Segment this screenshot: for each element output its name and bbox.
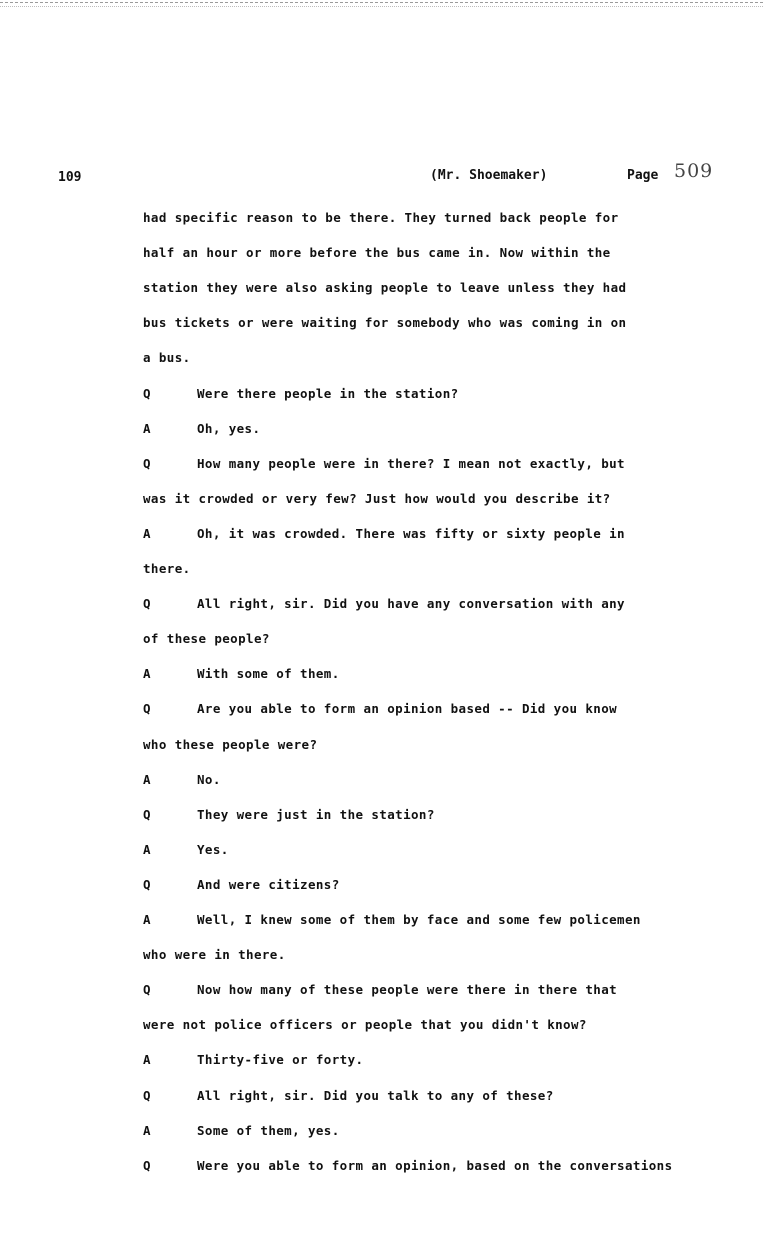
transcript-line: [0, 350, 763, 368]
speaker-label: A: [143, 420, 151, 436]
line-text: Yes.: [197, 841, 229, 857]
page-label: Page: [627, 168, 659, 183]
transcript-line: [0, 877, 763, 895]
line-text: station they were also asking people to leave unless they had: [143, 280, 627, 296]
line-text: a bus.: [143, 350, 191, 366]
transcript-line: [0, 596, 763, 614]
line-text: They were just in the station?: [197, 806, 435, 822]
transcript-line: [0, 1017, 763, 1035]
speaker-label: Q: [143, 806, 151, 822]
line-text: Oh, yes.: [197, 420, 261, 436]
line-text: Now how many of these people were there in there that: [197, 982, 618, 998]
transcript-line: [0, 1123, 763, 1141]
top-border: [0, 2, 763, 7]
line-text: All right, sir. Did you have any conversation with any: [197, 596, 625, 612]
line-text: bus tickets or were waiting for somebody who was coming in on: [143, 315, 627, 331]
transcript-line: [0, 842, 763, 860]
line-text: of these people?: [143, 631, 270, 647]
speaker-label: A: [143, 1052, 151, 1068]
transcript-line: [0, 912, 763, 930]
page-number: 109: [58, 170, 82, 185]
speaker-label: Q: [143, 385, 151, 401]
line-text: was it crowded or very few? Just how would you describe it?: [143, 490, 611, 506]
line-text: who were in there.: [143, 947, 286, 963]
line-text: Were you able to form an opinion, based on the conversations: [197, 1157, 673, 1173]
line-text: No.: [197, 771, 221, 787]
transcript-line: [0, 666, 763, 684]
transcript-line: [0, 421, 763, 439]
transcript-line: [0, 807, 763, 825]
speaker-label: Q: [143, 876, 151, 892]
line-text: How many people were in there? I mean not exactly, but: [197, 455, 625, 471]
speaker-label: Q: [143, 1087, 151, 1103]
transcript-line: [0, 526, 763, 544]
transcript-line: [0, 772, 763, 790]
line-text: All right, sir. Did you talk to any of these?: [197, 1087, 554, 1103]
speaker-label: Q: [143, 982, 151, 998]
page-stamp: 509: [674, 160, 714, 182]
speaker-label: A: [143, 666, 151, 682]
line-text: Were there people in the station?: [197, 385, 459, 401]
transcript-line: [0, 315, 763, 333]
line-text: who these people were?: [143, 736, 318, 752]
transcript-line: [0, 631, 763, 649]
transcript-line: [0, 386, 763, 404]
line-text: Are you able to form an opinion based -- Did you know: [197, 701, 618, 717]
line-text: had specific reason to be there. They turned back people for: [143, 210, 619, 225]
transcript-line: [0, 456, 763, 474]
transcript-line: [0, 701, 763, 719]
speaker-label: A: [143, 841, 151, 857]
line-text: there.: [143, 561, 191, 576]
line-text: Some of them, yes.: [197, 1122, 340, 1138]
transcript-line: [0, 245, 763, 263]
transcript-line: [0, 491, 763, 509]
transcript-line: [0, 982, 763, 1000]
transcript-line: [0, 1088, 763, 1106]
transcript-line: [0, 210, 763, 228]
speaker-label: A: [143, 771, 151, 787]
transcript-line: [0, 947, 763, 965]
line-text: Oh, it was crowded. There was fifty or sixty people in: [197, 525, 625, 541]
line-text: Well, I knew some of them by face and some few policemen: [197, 912, 641, 927]
speaker-label: A: [143, 912, 151, 927]
transcript-line: [0, 737, 763, 755]
transcript-line: [0, 1052, 763, 1070]
transcript-line: [0, 561, 763, 579]
speaker-label: A: [143, 1122, 151, 1138]
speaker-label: Q: [143, 701, 151, 717]
line-text: half an hour or more before the bus came in. Now within the: [143, 245, 611, 261]
witness-name: (Mr. Shoemaker): [430, 168, 548, 183]
line-text: And were citizens?: [197, 876, 340, 892]
transcript-line: [0, 280, 763, 298]
speaker-label: Q: [143, 455, 151, 471]
line-text: Thirty-five or forty.: [197, 1052, 364, 1068]
speaker-label: Q: [143, 596, 151, 612]
speaker-label: A: [143, 525, 151, 541]
speaker-label: Q: [143, 1157, 151, 1173]
line-text: were not police officers or people that you didn't know?: [143, 1017, 587, 1033]
transcript-line: [0, 1158, 763, 1176]
line-text: With some of them.: [197, 666, 340, 682]
